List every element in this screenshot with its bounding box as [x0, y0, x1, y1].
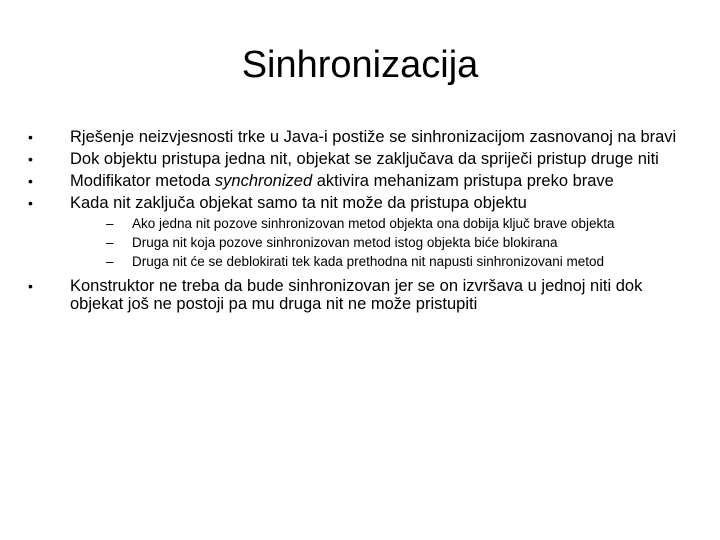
bullet-marker: • — [28, 278, 33, 294]
bullet-text: Konstruktor ne treba da bude sinhronizovan jer se on izvršava u jednoj niti dok objekat još ne postoji pa mu druga nit ne može pristupiti — [70, 277, 643, 313]
sub-bullet-text: Ako jedna nit pozove sinhronizovan metod objekta ona dobija ključ brave objekta — [132, 216, 615, 231]
bullet-text-post: aktivira mehanizam pristupa preko brave — [312, 172, 614, 190]
sub-bullet-item — [106, 216, 692, 231]
bullet-text: Kada nit zaključa objekat samo ta nit može da pristupa objektu — [70, 194, 527, 212]
dash-marker: – — [106, 235, 114, 250]
bullet-item — [26, 277, 692, 313]
sub-bullet-item — [106, 254, 692, 269]
bullet-text-pre: Modifikator metoda — [70, 172, 215, 190]
slide-title: Sinhronizacija — [241, 44, 479, 86]
bullet-text-keyword: synchronized — [214, 172, 313, 190]
bullet-item — [26, 128, 692, 146]
bullet-text: Dok objektu pristupa jedna nit, objekat se zaključava da spriječi pristup druge niti — [70, 150, 659, 168]
bullet-marker: • — [28, 129, 33, 145]
bullet-item — [26, 172, 692, 190]
sub-bullet-text: Druga nit koja pozove sinhronizovan metod istog objekta biće blokirana — [132, 235, 558, 250]
dash-marker: – — [106, 216, 114, 231]
bullet-item — [26, 150, 692, 168]
dash-marker: – — [106, 254, 114, 269]
bullet-marker: • — [28, 195, 33, 211]
sub-bullet-text: Druga nit će se deblokirati tek kada prethodna nit napusti sinhronizovani metod — [132, 254, 605, 269]
sub-bullet-list — [26, 216, 692, 269]
bullet-marker: • — [28, 151, 33, 167]
bullet-text: Rješenje neizvjesnosti trke u Java-i postiže se sinhronizacijom zasnovanoj na bravi — [70, 128, 677, 146]
bullet-marker: • — [28, 173, 33, 189]
sub-bullet-item — [106, 235, 692, 250]
slide-body — [26, 128, 692, 317]
bullet-item — [26, 194, 692, 212]
